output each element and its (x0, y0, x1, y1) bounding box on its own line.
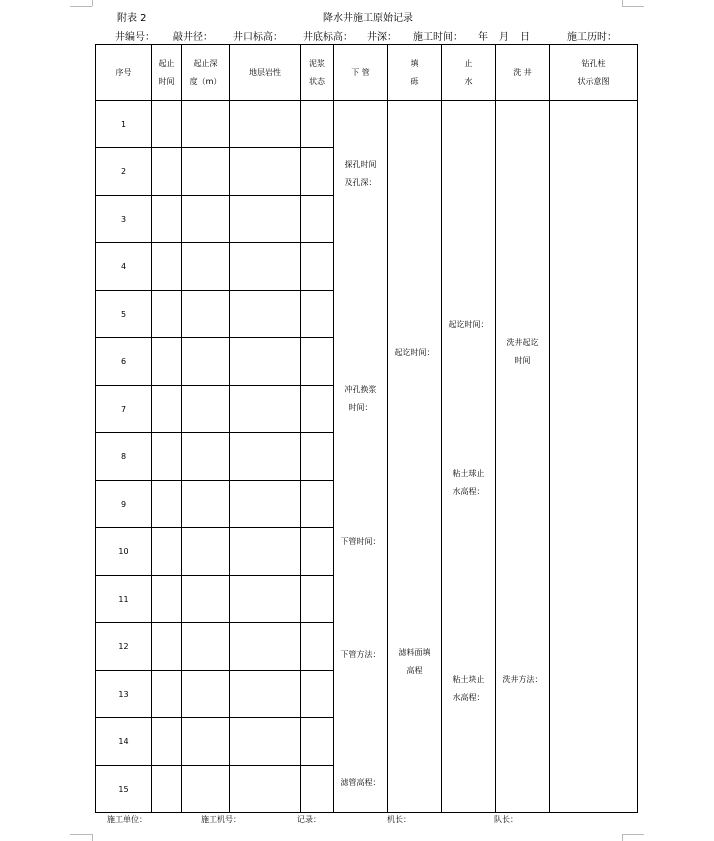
cell-stratum[interactable] (230, 766, 301, 813)
footer-captain: 机长： (387, 815, 411, 824)
field-bottom-elev: 井底标高： (303, 32, 353, 43)
cell-mud[interactable] (301, 386, 334, 433)
col-diagram (550, 45, 638, 101)
row-number: 12 (96, 623, 152, 671)
cell-start-time[interactable] (152, 338, 182, 386)
col-seq (96, 45, 152, 101)
row-number: 5 (96, 291, 152, 338)
cell-depth[interactable] (182, 101, 230, 148)
col-seal (442, 45, 496, 101)
diagram-cell[interactable] (550, 101, 638, 813)
cell-mud[interactable] (301, 291, 334, 338)
cell-stratum[interactable] (230, 671, 301, 718)
seal-clay-l1: 粘土球止 (452, 469, 485, 478)
tube-flush-l2: 时间： (348, 403, 373, 412)
cell-depth[interactable] (182, 386, 230, 433)
cell-mud[interactable] (301, 718, 334, 766)
cell-start-time[interactable] (152, 718, 182, 766)
cell-mud[interactable] (301, 101, 334, 148)
page-title: 降水井施工原始记录 (323, 13, 413, 24)
cell-start-time[interactable] (152, 291, 182, 338)
cell-depth[interactable] (182, 196, 230, 243)
wash-notes-cell[interactable] (496, 101, 550, 813)
row-number: 8 (96, 433, 152, 481)
crop-mark-top-right-v (622, 0, 623, 6)
cell-stratum[interactable] (230, 338, 301, 386)
cell-stratum[interactable] (230, 386, 301, 433)
cell-start-time[interactable] (152, 386, 182, 433)
row-number: 7 (96, 386, 152, 433)
wash-start-end-l1: 洗井起讫 (506, 338, 539, 347)
col-mud-l2: 状态 (309, 76, 325, 86)
col-tube (334, 45, 388, 101)
cell-start-time[interactable] (152, 481, 182, 528)
field-well-diameter: 敲井径： (173, 32, 213, 43)
seal-block-l1: 粘土块止 (452, 675, 485, 684)
col-wash-label: 洗 井 (513, 67, 532, 77)
cell-start-time[interactable] (152, 528, 182, 576)
tube-flush-l1: 冲孔换浆 (344, 385, 377, 394)
col-seal-l1: 止 (464, 58, 473, 68)
appendix-label: 附表 2 (117, 13, 147, 24)
field-day: 日 (520, 32, 530, 43)
tube-notes-cell[interactable] (334, 101, 388, 813)
cell-depth[interactable] (182, 623, 230, 671)
cell-stratum[interactable] (230, 101, 301, 148)
seal-start-end: 起讫时间： (448, 320, 489, 329)
row-number: 9 (96, 481, 152, 528)
cell-stratum[interactable] (230, 433, 301, 481)
row-number: 6 (96, 338, 152, 386)
cell-stratum[interactable] (230, 196, 301, 243)
cell-stratum[interactable] (230, 148, 301, 196)
cell-depth[interactable] (182, 148, 230, 196)
tube-method: 下管方法： (340, 650, 381, 659)
col-depth (182, 45, 230, 101)
crop-mark-top-right-h (622, 6, 644, 7)
col-fill-l2: 砾 (410, 76, 419, 86)
cell-start-time[interactable] (152, 101, 182, 148)
wash-method: 洗井方法： (502, 675, 543, 684)
cell-mud[interactable] (301, 528, 334, 576)
footer-machine: 施工机号： (201, 815, 241, 824)
field-duration: 施工历时： (567, 32, 617, 43)
fill-filter-l2: 高程 (406, 666, 423, 675)
cell-stratum[interactable] (230, 291, 301, 338)
col-stratum-label: 地层岩性 (249, 67, 281, 77)
row-number: 10 (96, 528, 152, 576)
crop-mark-bottom-left-h (70, 834, 92, 835)
crop-mark-bottom-right-v (622, 834, 623, 841)
field-well-depth: 井深： (367, 32, 397, 43)
cell-stratum[interactable] (230, 576, 301, 623)
crop-mark-bottom-right-h (622, 834, 644, 835)
cell-start-time[interactable] (152, 671, 182, 718)
cell-start-time[interactable] (152, 576, 182, 623)
col-tube-label: 下 管 (351, 67, 370, 77)
cell-stratum[interactable] (230, 481, 301, 528)
cell-depth[interactable] (182, 671, 230, 718)
tube-sweep-l2: 及孔深： (344, 178, 377, 187)
cell-depth[interactable] (182, 528, 230, 576)
cell-mud[interactable] (301, 576, 334, 623)
cell-mud[interactable] (301, 766, 334, 813)
cell-depth[interactable] (182, 338, 230, 386)
cell-start-time[interactable] (152, 623, 182, 671)
col-start-time-l1: 起止 (158, 58, 175, 68)
fill-filter-l1: 滤料面填 (398, 648, 431, 657)
col-diagram-l1: 钻孔柱 (581, 58, 606, 68)
fill-start-end: 起讫时间： (394, 348, 435, 357)
col-depth-l1: 起止深 (193, 58, 218, 68)
cell-stratum[interactable] (230, 243, 301, 291)
cell-start-time[interactable] (152, 196, 182, 243)
cell-mud[interactable] (301, 433, 334, 481)
col-start-time (152, 45, 182, 101)
row-number: 2 (96, 148, 152, 196)
crop-mark-bottom-left-v (92, 834, 93, 841)
wash-start-end-l2: 时间 (514, 356, 531, 365)
row-number: 13 (96, 671, 152, 718)
cell-depth[interactable] (182, 433, 230, 481)
header-row (96, 45, 638, 101)
col-seq-label: 序号 (115, 67, 132, 77)
tube-filter-elev: 滤管高程： (340, 778, 381, 787)
row-number: 3 (96, 196, 152, 243)
record-table (95, 44, 638, 813)
cell-start-time[interactable] (152, 148, 182, 196)
col-stratum (230, 45, 301, 101)
cell-stratum[interactable] (230, 623, 301, 671)
row-number: 1 (96, 101, 152, 148)
col-start-time-l2: 时间 (158, 76, 175, 86)
cell-mud[interactable] (301, 196, 334, 243)
field-construction-time: 施工时间： (413, 32, 463, 43)
cell-mud[interactable] (301, 481, 334, 528)
fill-notes-cell[interactable] (388, 101, 442, 813)
crop-mark-top-left-v (92, 0, 93, 6)
cell-depth[interactable] (182, 243, 230, 291)
cell-mud[interactable] (301, 243, 334, 291)
cell-start-time[interactable] (152, 243, 182, 291)
col-fill-l1: 填 (410, 58, 419, 68)
cell-depth[interactable] (182, 291, 230, 338)
crop-mark-top-left-h (70, 6, 92, 7)
row-number: 14 (96, 718, 152, 766)
cell-start-time[interactable] (152, 433, 182, 481)
tube-sweep-l1: 探孔时间 (344, 160, 377, 169)
cell-mud[interactable] (301, 623, 334, 671)
footer-unit: 施工单位： (107, 815, 147, 824)
col-seal-l2: 水 (464, 76, 473, 86)
row-number: 11 (96, 576, 152, 623)
field-well-id: 井编号： (115, 32, 155, 43)
field-year: 年 (478, 32, 488, 43)
row-number: 15 (96, 766, 152, 813)
cell-stratum[interactable] (230, 528, 301, 576)
col-fill (388, 45, 442, 101)
cell-depth[interactable] (182, 576, 230, 623)
row-number: 4 (96, 243, 152, 291)
col-mud (301, 45, 334, 101)
col-depth-l2: 度（m） (189, 76, 222, 86)
field-month: 月 (499, 32, 509, 43)
table-row (96, 101, 638, 148)
footer-recorder: 记录： (297, 815, 321, 824)
seal-block-l2: 水高程： (452, 693, 485, 702)
tube-time: 下管时间： (340, 537, 381, 546)
cell-mud[interactable] (301, 338, 334, 386)
seal-clay-l2: 水高程： (452, 487, 485, 496)
seal-notes-cell[interactable] (442, 101, 496, 813)
field-wellhead-elev: 井口标高： (233, 32, 283, 43)
col-wash (496, 45, 550, 101)
cell-depth[interactable] (182, 481, 230, 528)
cell-depth[interactable] (182, 766, 230, 813)
cell-start-time[interactable] (152, 766, 182, 813)
cell-depth[interactable] (182, 718, 230, 766)
col-diagram-l2: 状示意图 (577, 76, 610, 86)
cell-mud[interactable] (301, 148, 334, 196)
footer-team: 队长： (494, 815, 518, 824)
cell-mud[interactable] (301, 671, 334, 718)
cell-stratum[interactable] (230, 718, 301, 766)
col-mud-l1: 泥浆 (309, 58, 325, 68)
